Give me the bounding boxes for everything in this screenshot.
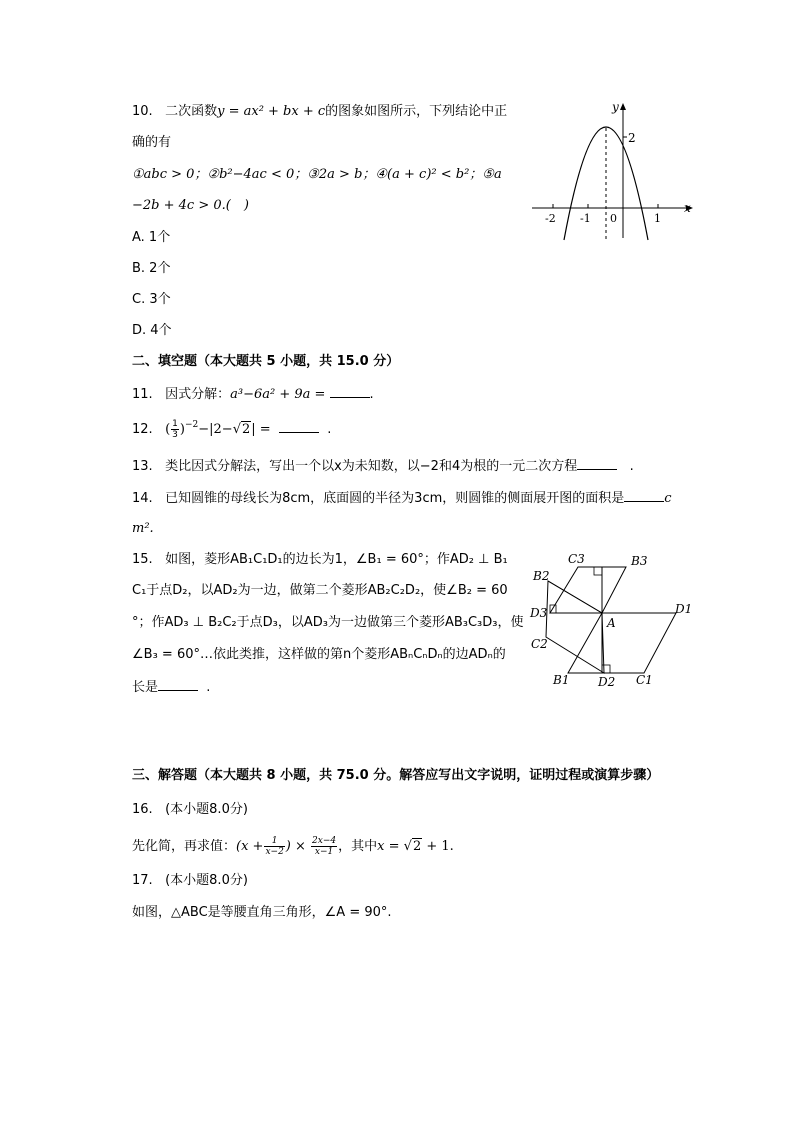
q15-line2: C₁于点D₂，以AD₂为一边，做第二个菱形AB₂C₂D₂，使∠B₂ = 60: [132, 583, 508, 598]
section-2-heading: 二、填空题（本大题共 5 小题，共 15.0 分）: [132, 354, 400, 369]
x-tick-label-0: 0: [610, 212, 617, 225]
q10-line2: 确的有: [132, 135, 172, 150]
q10-option-a: A. 1个: [132, 230, 171, 245]
y-axis-arrow: [620, 103, 626, 110]
x-axis-label: x: [684, 201, 691, 215]
q16-body: 先化简，再求值：(x + $\frac{1}{x-2}$ ) × $\frac{2x-4}{x-1}$ ，其中x = √2 + 1.: [132, 836, 454, 857]
label-D3: D3: [530, 606, 548, 620]
q14-answer-blank[interactable]: [624, 489, 664, 502]
q10-line1: 10. 二次函数y = ax² + bx + c的图象如图所示，下列结论中正: [132, 104, 508, 119]
q10-conditions-2: −2b + 4c > 0.( ): [132, 198, 249, 213]
y-tick-label: 2: [628, 131, 636, 145]
right-angle-marker-D2: [602, 665, 610, 673]
right-angle-marker-C3: [594, 567, 602, 575]
q15-line1: 15. 如图，菱形AB₁C₁D₁的边长为1，∠B₁ = 60°；作AD₂ ⊥ B₁: [132, 552, 508, 567]
q16-fraction-2: $\frac{2x-4}{x-1}$: [312, 836, 337, 857]
q15-rhombus-figure: [528, 548, 703, 690]
q14-line1: 14. 已知圆锥的母线长为8cm，底面圆的半径为3cm，则圆锥的侧面展开图的面积是 c: [132, 491, 672, 506]
q17-body: 如图，△ABC是等腰直角三角形，∠A = 90°.: [132, 905, 392, 920]
q12-answer-blank[interactable]: [279, 420, 319, 433]
q17-header: 17. (本小题8.0分): [132, 873, 248, 888]
q13-answer-blank[interactable]: [577, 457, 617, 470]
q12-fraction: $\frac{1}{3}$: [172, 419, 178, 440]
label-B1: B1: [553, 673, 570, 687]
x-tick-label-neg1: -1: [580, 212, 591, 225]
q10-option-c: C. 3个: [132, 292, 171, 307]
label-B2: B2: [533, 569, 550, 583]
q15-answer-blank[interactable]: [158, 678, 198, 691]
label-A: A: [607, 616, 616, 630]
section-3-heading: 三、解答题（本大题共 8 小题，共 75.0 分。解答应写出文字说明，证明过程或演算步骤）: [132, 768, 660, 783]
q15-line4: ∠B₃ = 60°…依此类推，这样做的第n个菱形ABₙCₙDₙ的边ADₙ的: [132, 647, 506, 662]
q11-answer-blank[interactable]: [330, 385, 370, 398]
label-D2: D2: [598, 675, 616, 689]
label-C3: C3: [568, 552, 585, 566]
y-axis-label: y: [612, 100, 619, 114]
q16-fraction-1: $\frac{1}{x-2}$: [265, 836, 284, 857]
x-tick-label-1: 1: [654, 212, 661, 225]
q10-option-d: D. 4个: [132, 323, 172, 338]
label-C2: C2: [531, 637, 548, 651]
q15-line3: °；作AD₃ ⊥ B₂C₂于点D₃，以AD₃为一边做第三个菱形AB₃C₃D₃，使: [132, 615, 524, 630]
label-C1: C1: [636, 673, 653, 687]
x-tick-label-neg2: -2: [545, 212, 556, 225]
q10-number: 10.: [132, 104, 153, 119]
rhombus-2: [546, 581, 604, 673]
q10-option-b: B. 2个: [132, 261, 171, 276]
q10-parabola-graph: [528, 98, 698, 248]
q15-line5: 长是 .: [132, 680, 211, 695]
q12-line: 12. ( $\frac{1}{3}$ )$^{-2}$−|2−√2| = .: [132, 419, 332, 440]
q10-equation: y = ax² + bx + c: [217, 104, 326, 119]
rhombus-1: [568, 613, 676, 673]
q16-header: 16. (本小题8.0分): [132, 802, 248, 817]
label-B3: B3: [631, 554, 648, 568]
q14-line2: m².: [132, 521, 154, 536]
q13-line: 13. 类比因式分解法，写出一个以x为未知数，以−2和4为根的一元二次方程 .: [132, 459, 634, 474]
rhombus-3: [550, 567, 626, 613]
label-D1: D1: [675, 602, 693, 616]
q10-conditions-1: ①abc > 0；②b²−4ac < 0；③2a > b；④(a + c)² < b²；⑤a: [132, 167, 502, 182]
q11-line: 11. 因式分解：a³−6a² + 9a = .: [132, 387, 374, 402]
